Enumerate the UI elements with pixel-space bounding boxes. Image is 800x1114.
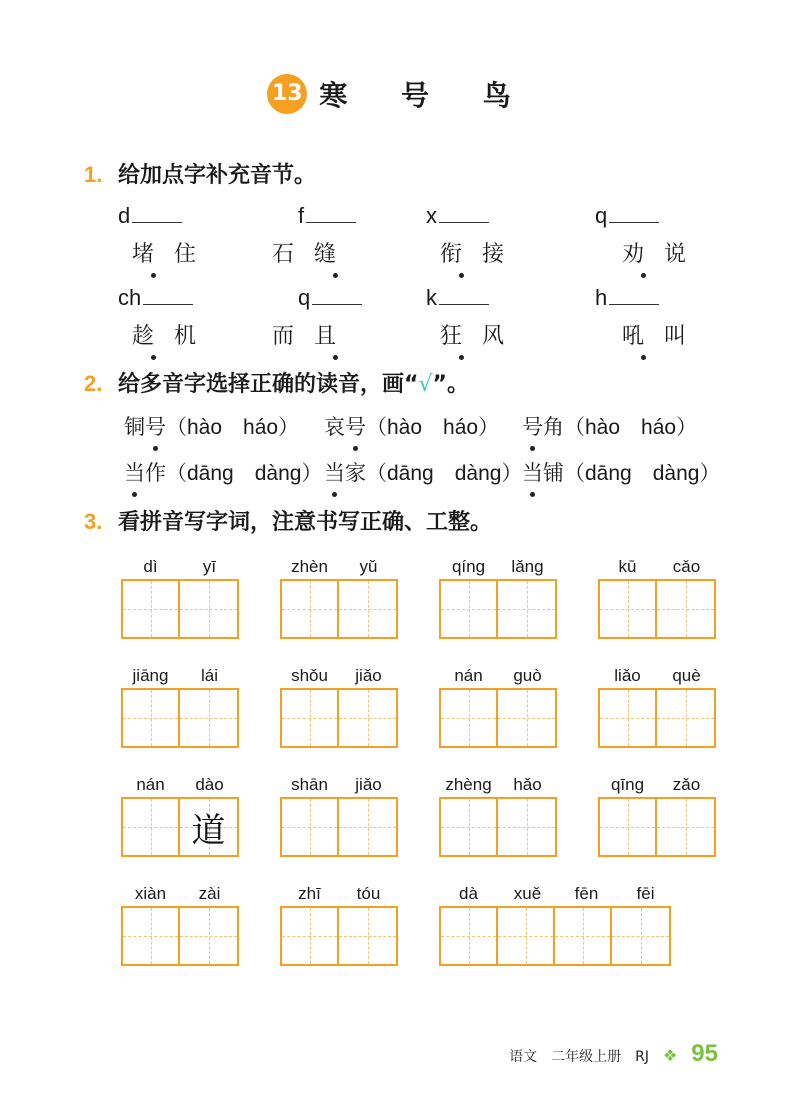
word: [132, 319, 216, 350]
tianzige-cell[interactable]: [282, 799, 339, 855]
pinyin-blank: [595, 203, 659, 229]
pinyin-initial: q: [298, 285, 311, 310]
tianzige-boxes: [280, 797, 398, 857]
question-number: 3.: [84, 509, 103, 534]
grid-pinyin: qīng: [610, 775, 645, 794]
grid-pinyin: dà: [459, 884, 478, 903]
dotted-character: 号: [145, 411, 166, 441]
tianzige-cell[interactable]: [123, 581, 180, 637]
grid-pinyin: fēi: [636, 884, 655, 903]
grid-pinyin: nán: [136, 775, 165, 794]
dotted-character: 吼: [622, 319, 664, 350]
tianzige-cell[interactable]: [498, 581, 555, 637]
grid-pinyin: cǎo: [672, 557, 701, 576]
dotted-character: 趁: [132, 319, 174, 350]
tianzige-cell[interactable]: [123, 799, 180, 855]
dotted-character: 劝: [622, 237, 664, 268]
dotted-character: 当: [324, 457, 345, 487]
word: [440, 237, 524, 268]
grid-pinyin: fēn: [574, 884, 599, 903]
tianzige-cell[interactable]: [441, 908, 498, 964]
lesson-number-badge: 13: [267, 74, 307, 114]
tianzige-cell[interactable]: [123, 908, 180, 964]
grid-pinyin: yī: [202, 557, 217, 576]
tianzige-boxes: [280, 579, 398, 639]
tianzige-boxes: [280, 906, 398, 966]
grid-pinyin: jiǎo: [355, 666, 382, 685]
polyphone-item: [324, 411, 499, 441]
footer-grade: 二年级上册: [551, 1049, 622, 1065]
grid-pinyin: qíng: [451, 557, 486, 576]
grid-pinyin: zǎo: [672, 775, 701, 794]
character: 风: [482, 324, 525, 349]
tianzige-cell[interactable]: [498, 908, 555, 964]
pinyin-initial: h: [595, 285, 608, 310]
pronunciation-options[interactable]: （hào háo）: [366, 416, 500, 439]
tianzige-boxes: [598, 688, 716, 748]
tianzige-boxes: [121, 579, 239, 639]
question-2-heading: [84, 367, 469, 398]
tianzige-boxes: [439, 797, 557, 857]
character: 叫: [664, 324, 707, 349]
tianzige-cell[interactable]: [441, 799, 498, 855]
page-number: 95: [691, 1040, 718, 1067]
answer-blank[interactable]: [312, 285, 362, 305]
grid-pinyin: què: [672, 666, 701, 685]
character: 铺: [543, 461, 564, 485]
grid-pinyin: zhī: [298, 884, 321, 903]
written-character: 道: [191, 810, 226, 851]
dotted-character: 堵: [132, 237, 174, 268]
tianzige-cell[interactable]: [657, 690, 714, 746]
clover-icon: ❖: [662, 1046, 678, 1065]
word: [272, 319, 356, 350]
pronunciation-options[interactable]: （dāng dàng）: [366, 462, 523, 485]
pinyin-blank: [298, 285, 362, 311]
pinyin-blank: [298, 203, 356, 229]
tianzige-boxes: [121, 688, 239, 748]
grid-pinyin: zhèng: [445, 775, 492, 794]
pinyin-blank: [426, 285, 489, 311]
grid-pinyin: shǒu: [291, 666, 328, 685]
tianzige-boxes: [598, 579, 716, 639]
tianzige-cell[interactable]: [600, 690, 657, 746]
question-1-heading: [84, 158, 316, 189]
pinyin-blank: [595, 285, 659, 311]
pinyin-initial: q: [595, 203, 608, 228]
answer-blank[interactable]: [132, 203, 182, 223]
answer-blank[interactable]: [439, 285, 489, 305]
character: 接: [482, 242, 525, 267]
dotted-character: 且: [314, 319, 356, 350]
answer-blank[interactable]: [439, 203, 489, 223]
dotted-character: 当: [522, 457, 543, 487]
tianzige-cell[interactable]: [282, 690, 339, 746]
pinyin-blank: [426, 203, 489, 229]
grid-pinyin: dào: [195, 775, 224, 794]
tianzige-cell[interactable]: [282, 908, 339, 964]
polyphone-item: [124, 411, 299, 441]
tianzige-boxes: [598, 797, 716, 857]
grid-pinyin: lái: [200, 666, 218, 685]
word: [622, 237, 706, 268]
word: [132, 237, 216, 268]
tianzige-cell[interactable]: [657, 581, 714, 637]
grid-pinyin: kū: [618, 557, 637, 576]
grid-pinyin: nán: [454, 666, 483, 685]
dotted-character: 缝: [314, 237, 356, 268]
pinyin-initial: ch: [118, 285, 142, 310]
dotted-character: 狂: [440, 319, 482, 350]
dotted-character: 当: [124, 457, 145, 487]
tianzige-cell[interactable]: [339, 908, 396, 964]
grid-pinyin: zhèn: [291, 557, 328, 576]
tianzige-boxes: [439, 906, 671, 966]
grid-pinyin: xiàn: [134, 884, 167, 903]
dotted-character: 号: [522, 411, 543, 441]
lesson-title: 寒 号 鸟: [319, 79, 533, 112]
polyphone-item: [522, 411, 697, 441]
polyphone-item: [324, 457, 522, 487]
tianzige-boxes: [121, 797, 239, 857]
tianzige-cell[interactable]: [339, 581, 396, 637]
tianzige-cell[interactable]: [180, 799, 237, 855]
pronunciation-options[interactable]: （dāng dàng）: [564, 462, 721, 485]
grid-pinyin: guò: [513, 666, 542, 685]
grid-pinyin: liǎo: [614, 666, 641, 685]
dotted-character: 衔: [440, 237, 482, 268]
tianzige-cell[interactable]: [339, 799, 396, 855]
tianzige-cell[interactable]: [600, 581, 657, 637]
character: 家: [345, 461, 366, 485]
pronunciation-options[interactable]: （dāng dàng）: [166, 462, 323, 485]
lesson-header: [0, 74, 800, 114]
character: 哀: [324, 415, 345, 439]
word: [622, 319, 706, 350]
tianzige-cell[interactable]: [282, 581, 339, 637]
dotted-character: 号: [345, 411, 366, 441]
tianzige-cell[interactable]: [339, 690, 396, 746]
grid-pinyin: dì: [143, 557, 158, 576]
tianzige-cell[interactable]: [498, 799, 555, 855]
character: 机: [174, 324, 217, 349]
tianzige-cell[interactable]: [180, 690, 237, 746]
tianzige-cell[interactable]: [612, 908, 669, 964]
tianzige-cell[interactable]: [657, 799, 714, 855]
grid-pinyin: yǔ: [359, 557, 378, 576]
tianzige-cell[interactable]: [180, 581, 237, 637]
tianzige-cell[interactable]: [180, 908, 237, 964]
tianzige-boxes: [439, 579, 557, 639]
pinyin-blank: [118, 285, 193, 311]
tianzige-cell[interactable]: [600, 799, 657, 855]
pronunciation-options[interactable]: （hào háo）: [564, 416, 698, 439]
tianzige-cell[interactable]: [498, 690, 555, 746]
question-text: 给加点字补充音节。: [118, 163, 317, 188]
check-mark-icon: √: [418, 372, 433, 397]
character: 作: [145, 461, 166, 485]
pronunciation-options[interactable]: （hào háo）: [166, 416, 300, 439]
character: 说: [664, 242, 707, 267]
tianzige-cell[interactable]: [441, 690, 498, 746]
polyphone-item: [522, 457, 720, 487]
answer-blank[interactable]: [306, 203, 356, 223]
footer-edition: RJ: [635, 1049, 649, 1065]
character: 而: [272, 324, 315, 349]
page-footer: [495, 1040, 718, 1068]
answer-blank[interactable]: [609, 285, 659, 305]
polyphone-item: [124, 457, 322, 487]
tianzige-cell[interactable]: [555, 908, 612, 964]
character: 住: [174, 242, 217, 267]
question-3-heading: [84, 505, 492, 536]
question-number: 1.: [84, 162, 103, 187]
question-text: 看拼音写字词，注意书写正确、工整。: [118, 510, 493, 535]
grid-pinyin: xuě: [513, 884, 542, 903]
pinyin-initial: k: [426, 285, 437, 310]
answer-blank[interactable]: [143, 285, 193, 305]
word: [272, 237, 356, 268]
grid-pinyin: jiǎo: [355, 775, 382, 794]
word: [440, 319, 524, 350]
question-text-before: 给多音字选择正确的读音，画“: [118, 372, 419, 397]
tianzige-cell[interactable]: [123, 690, 180, 746]
pinyin-initial: d: [118, 203, 131, 228]
pinyin-initial: x: [426, 203, 437, 228]
pinyin-blank: [118, 203, 182, 229]
footer-subject: 语文: [509, 1049, 538, 1065]
tianzige-boxes: [439, 688, 557, 748]
grid-pinyin: tóu: [356, 884, 381, 903]
question-text-after: ”。: [432, 372, 469, 397]
tianzige-cell[interactable]: [441, 581, 498, 637]
character: 角: [543, 415, 564, 439]
tianzige-boxes: [280, 688, 398, 748]
pinyin-initial: f: [298, 203, 305, 228]
question-number: 2.: [84, 371, 103, 396]
grid-pinyin: hǎo: [513, 775, 542, 794]
character: 石: [272, 242, 315, 267]
tianzige-boxes: [121, 906, 239, 966]
grid-pinyin: lǎng: [511, 557, 544, 576]
grid-pinyin: zài: [198, 884, 221, 903]
answer-blank[interactable]: [609, 203, 659, 223]
character: 铜: [124, 415, 145, 439]
grid-pinyin: shān: [291, 775, 328, 794]
grid-pinyin: jiāng: [132, 666, 169, 685]
